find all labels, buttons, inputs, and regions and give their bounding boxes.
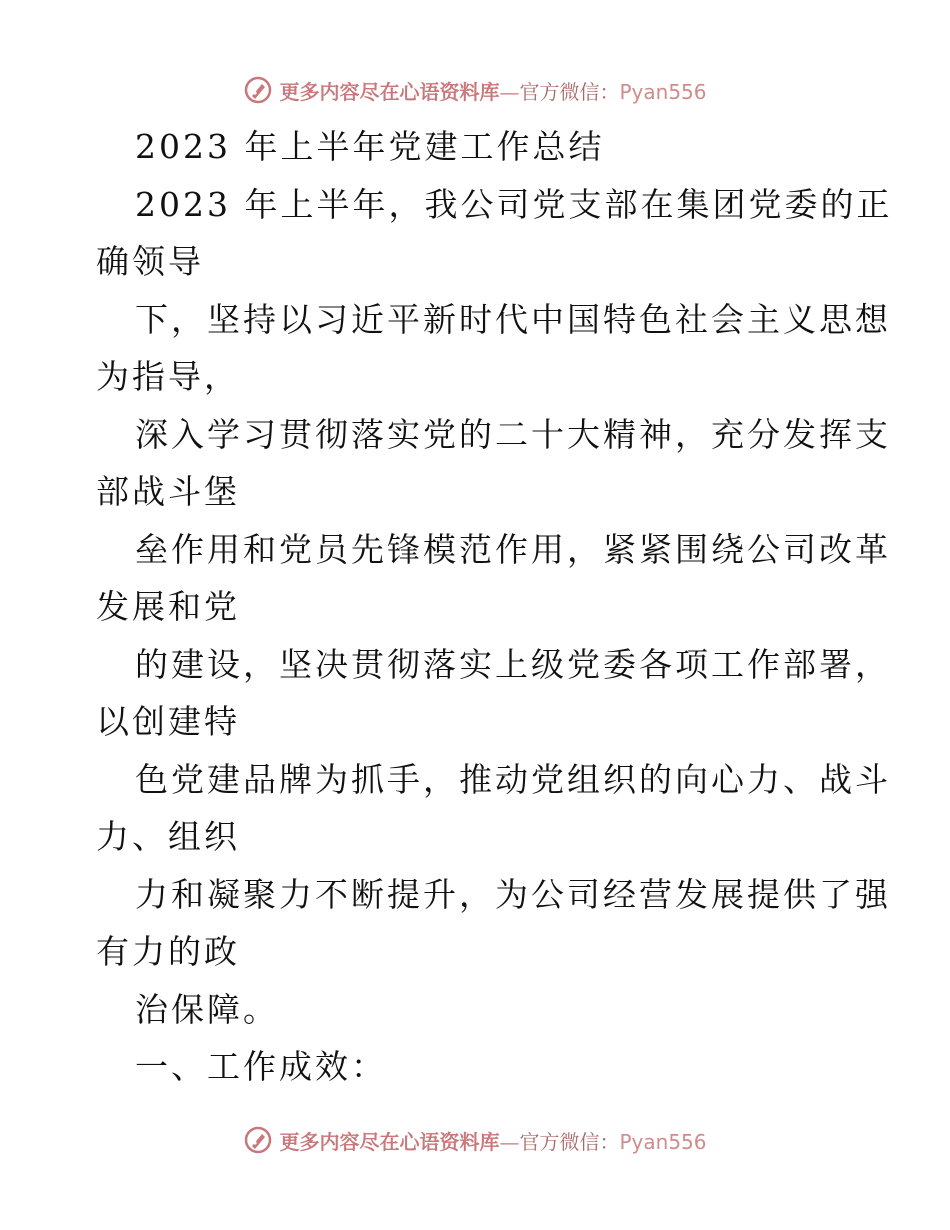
- paragraph-line: 色党建品牌为抓手，推动党组织的向心力、战斗: [135, 759, 891, 799]
- pen-nib-circle-icon: [243, 1125, 273, 1155]
- watermark-banner-top: [0, 70, 950, 110]
- paragraph-line: 为指导，: [96, 357, 240, 396]
- paragraph-line: 部战斗堡: [96, 472, 240, 511]
- paragraph-line: 垒作用和党员先锋模范作用，紧紧围绕公司改革: [135, 529, 891, 569]
- watermark-text: [279, 1126, 706, 1155]
- paragraph-line: 下，坚持以习近平新时代中国特色社会主义思想: [135, 299, 891, 339]
- paragraph-line: 有力的政: [96, 932, 240, 971]
- section-heading: 一、工作成效：: [135, 1047, 387, 1086]
- watermark-wechat-label: 官方微信：: [519, 1129, 620, 1154]
- paragraph-line: 2023 年上半年，我公司党支部在集团党委的正: [135, 184, 893, 224]
- pen-nib-circle-icon: [243, 75, 273, 105]
- paragraph-line: 力和凝聚力不断提升，为公司经营发展提供了强: [135, 874, 891, 914]
- watermark-separator: —: [499, 79, 520, 104]
- watermark-site: 更多内容尽在心语资料库: [279, 79, 500, 104]
- paragraph-line: 深入学习贯彻落实党的二十大精神，充分发挥支: [135, 414, 891, 454]
- watermark-site: 更多内容尽在心语资料库: [279, 1129, 500, 1154]
- paragraph-line: 力、组织: [96, 817, 240, 856]
- paragraph-line: 确领导: [96, 242, 204, 281]
- paragraph-line: 发展和党: [96, 587, 240, 626]
- paragraph-line: 的建设，坚决贯彻落实上级党委各项工作部署，: [135, 644, 891, 684]
- document-title: 2023 年上半年党建工作总结: [135, 127, 605, 166]
- document-body: [96, 118, 893, 1096]
- paragraph-line: 治保障。: [135, 989, 279, 1029]
- paragraph-line: 以创建特: [96, 702, 240, 741]
- watermark-separator: —: [499, 1129, 520, 1154]
- watermark-wechat-id: Pyan556: [619, 1129, 707, 1154]
- watermark-text: [279, 76, 706, 105]
- watermark-banner-bottom: [0, 1120, 950, 1160]
- watermark-wechat-id: Pyan556: [619, 79, 707, 104]
- watermark-wechat-label: 官方微信：: [519, 79, 620, 104]
